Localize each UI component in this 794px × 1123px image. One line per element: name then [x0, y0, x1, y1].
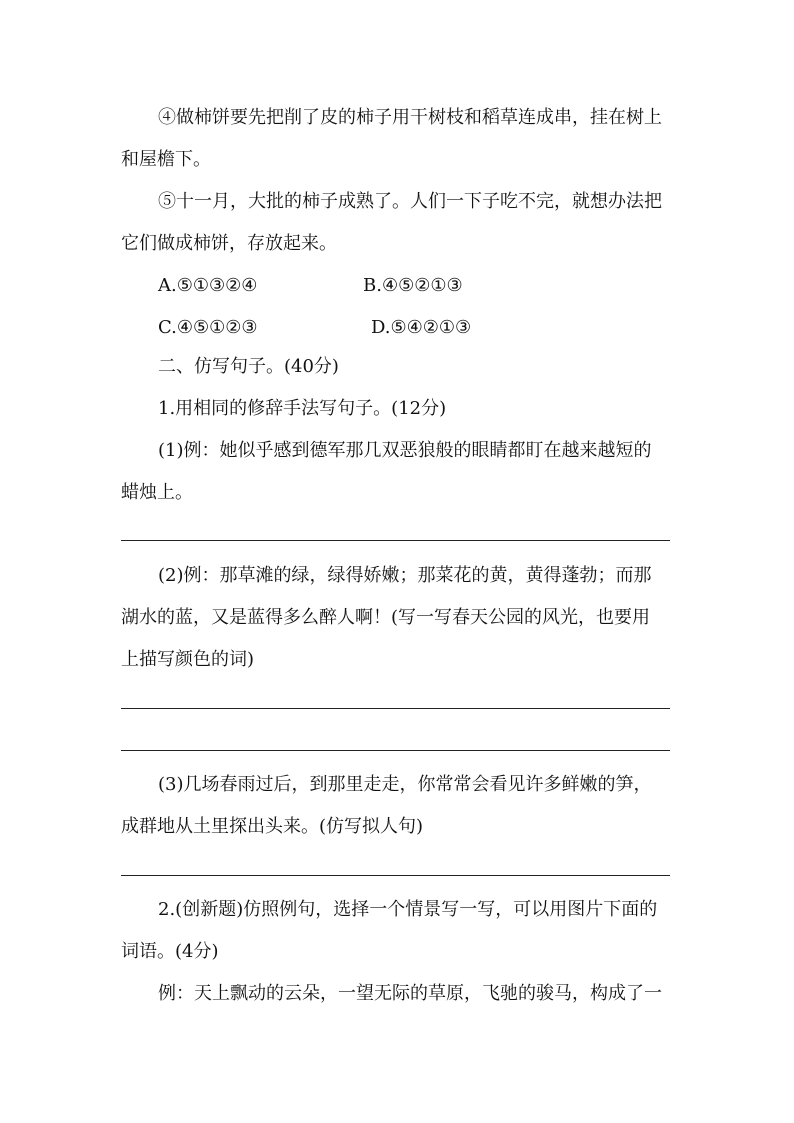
sub-question-2-line2: 湖水的蓝，又是蓝得多么醉人啊！(写一写春天公园的风光，也要用: [121, 607, 651, 628]
answer-line[interactable]: [121, 875, 670, 876]
sub-question-2-line1: (2)例：那草滩的绿，绿得娇嫩；那菜花的黄，黄得蓬勃；而那: [158, 565, 652, 586]
choice-a: A.⑤①③②④: [158, 275, 258, 296]
answer-line[interactable]: [121, 540, 670, 541]
question-2-line2: 词语。(4分): [121, 941, 219, 962]
option-item-5-line2: 它们做成柿饼，存放起来。: [121, 233, 337, 254]
option-item-5-line1: ⑤十一月，大批的柿子成熟了。人们一下子吃不完，就想办法把: [158, 191, 662, 212]
sub-question-1-line1: (1)例：她似乎感到德军那几双恶狼般的眼睛都盯在越来越短的: [158, 440, 652, 461]
question-2-line1: 2.(创新题)仿照例句，选择一个情景写一写，可以用图片下面的: [158, 899, 658, 920]
question-2-example: 例：天上飘动的云朵，一望无际的草原，飞驰的骏马，构成了一: [158, 983, 662, 1004]
option-item-4-line2: 和屋檐下。: [121, 149, 211, 170]
sub-question-3-line1: (3)几场春雨过后，到那里走走，你常常会看见许多鲜嫩的笋，: [158, 774, 652, 795]
choice-c: C.④⑤①②③: [158, 317, 258, 338]
sub-question-3-line2: 成群地从土里探出头来。(仿写拟人句): [121, 816, 424, 837]
question-1-title: 1.用相同的修辞手法写句子。(12分): [158, 398, 447, 419]
choice-b: B.④⑤②①③: [363, 275, 463, 296]
answer-line[interactable]: [121, 750, 670, 751]
answer-line[interactable]: [121, 708, 670, 709]
sub-question-1-line2: 蜡烛上。: [121, 482, 193, 503]
sub-question-2-line3: 上描写颜色的词): [121, 649, 255, 670]
section-heading: 二、仿写句子。(40分): [158, 356, 339, 377]
option-item-4-line1: ④做柿饼要先把削了皮的柿子用干树枝和稻草连成串，挂在树上: [158, 107, 662, 128]
choice-d: D.⑤④②①③: [371, 317, 472, 338]
